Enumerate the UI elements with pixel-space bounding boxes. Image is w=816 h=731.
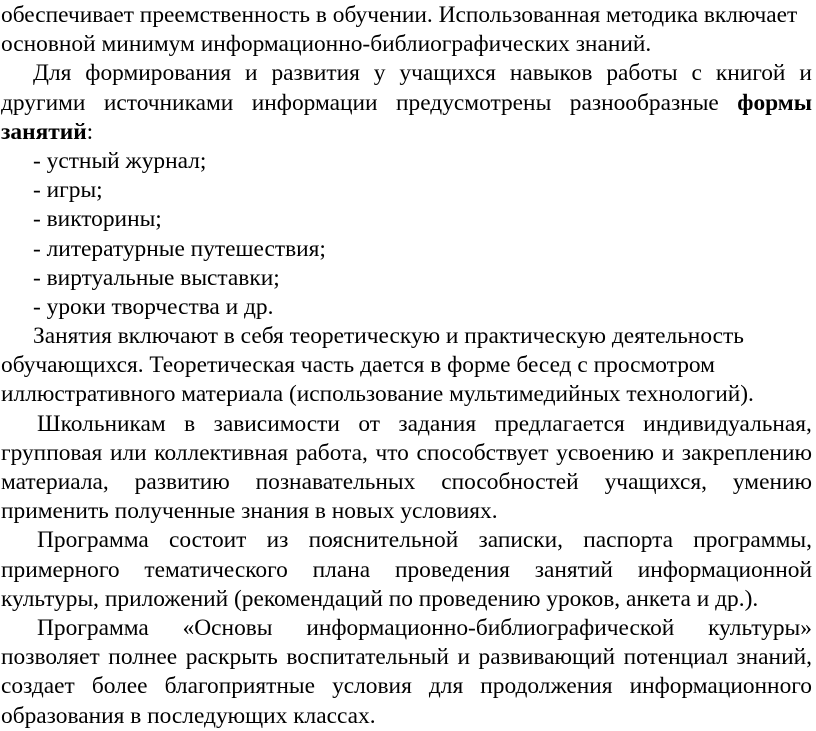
word: тематического [144,556,288,583]
word: разнообразные [569,89,719,116]
list-item: - викторины; [33,206,162,233]
word: от [358,410,380,437]
word: пояснительной [308,527,459,554]
word: для [428,673,464,700]
word: примерного [1,556,120,583]
justified-line [1,439,812,468]
word: культуры» [708,614,812,641]
word: способствует [416,439,549,466]
word: развивающий [478,644,616,671]
word: программы, [693,527,812,554]
word: записки, [478,527,563,554]
word: в [184,410,196,437]
justified-line [1,526,812,555]
list-item: - виртуальные выставки; [33,264,280,291]
bold-word: формы [737,89,812,116]
word: книгой [715,60,786,87]
punctuation: : [86,118,94,145]
word: навыков [509,60,593,87]
word: учащихся [399,60,496,87]
text-line: образования в последующих классах. [1,702,376,729]
word: «Основы [182,614,273,641]
list-item: - игры; [33,177,103,204]
word: усвоению [556,439,654,466]
word: индивидуальная, [643,410,812,437]
word: продолжения [480,673,613,700]
word: или [109,439,147,466]
text-line: применить полученные знания в новых условиях. [1,498,498,525]
word: позволяет [1,644,100,671]
word: Школьникам [37,410,166,437]
word: коллективная [154,439,289,466]
text-line: обучающихся. Теоретическая часть дается в форме бесед с просмотром [1,352,715,379]
word: учащихся, [604,469,707,495]
word: развитию [134,469,230,495]
word: благоприятные [164,673,316,700]
justified-line [1,410,812,439]
word: воспитательный [286,644,449,671]
justified-line [1,59,812,88]
word: из [266,527,289,554]
word: Программа [37,527,149,554]
list-item: - устный журнал; [33,147,207,174]
word: информации [251,89,378,116]
word: материала, [1,469,109,495]
word: занятий [534,556,613,583]
word: групповая [1,439,103,466]
word: познавательных [255,469,416,495]
word: состоит [169,527,247,554]
list-item: - уроки творчества и др. [33,293,274,320]
word: Для [33,60,72,87]
word: создает [1,673,75,700]
word: информационно-библиографической [306,614,675,641]
word: работы [606,60,678,87]
word: Программа [37,614,149,641]
text-line [1,118,812,147]
text-line: обеспечивает преемственность в обучении. Использованная методика включает [1,2,798,28]
word: проведения [394,556,510,583]
word: и [799,60,812,87]
word: плана [312,556,371,583]
word: полнее [108,644,178,671]
text-line: Занятия включают в себя теоретическую и практическую деятельность [33,323,744,350]
bold-word: занятий [1,118,87,145]
justified-line [1,643,812,672]
word: и [661,439,675,466]
word: раскрыть [185,644,278,671]
word: паспорта [583,527,673,554]
justified-line [1,89,812,118]
word: что [375,439,409,466]
word: и [457,644,470,671]
word: более [91,673,148,700]
word: информационного [629,673,812,700]
word: другими [1,89,86,116]
word: у [373,60,386,87]
text-line: основной минимум информационно-библиографических знаний. [1,31,652,58]
text-line: иллюстративного материала (использование мультимедийных технологий). [1,381,754,408]
word: условия [332,673,412,700]
word: информационной [637,556,812,583]
justified-line [1,614,812,643]
word: умению [732,469,812,495]
justified-line [1,468,812,497]
word: предусмотрены [396,89,552,116]
word: развития [271,60,360,87]
word: знаний, [736,644,812,671]
justified-line [1,672,812,701]
word: формирования [85,60,232,87]
word: работа, [295,439,368,466]
word: закреплению [681,439,812,466]
word: источниками [103,89,234,116]
text-line: культуры, приложений (рекомендаций по проведению уроков, анкета и др.). [1,585,759,612]
word: потенциал [623,644,728,671]
word: зависимости [213,410,340,437]
word: задания [398,410,477,437]
word: предлагается [494,410,625,437]
list-item: - литературные путешествия; [33,235,326,262]
word: с [691,60,702,87]
word: способностей [441,469,579,495]
word: и [245,60,258,87]
justified-line [1,556,812,585]
